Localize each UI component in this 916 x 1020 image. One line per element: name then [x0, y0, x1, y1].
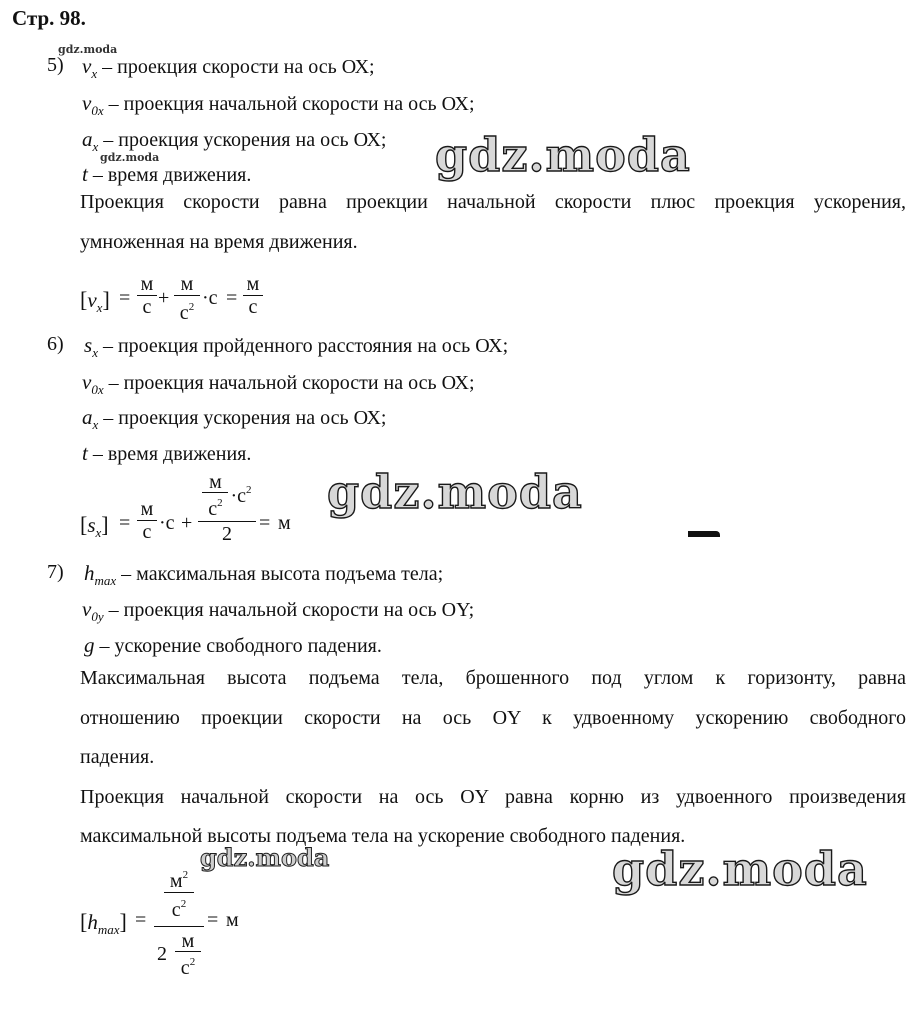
watermark-large-2: gdz.moda — [327, 465, 583, 519]
paragraph: падения. — [80, 746, 155, 768]
fraction: м с — [137, 498, 157, 543]
watermark-small-top: gdz.moda — [58, 43, 118, 56]
variable: a — [82, 405, 93, 429]
formula-term: ·с — [159, 512, 175, 534]
definition-text: – проекция ускорения на ось ОХ; — [103, 407, 387, 429]
fraction: м $с^2$ — [174, 273, 200, 324]
item-number: 7) — [47, 561, 64, 583]
paragraph: Проекция скорости равна проекции начальной скорости плюс проекция ускорения, — [80, 191, 906, 213]
fraction: м с — [137, 273, 157, 318]
definition-text: – проекция ускорения на ось ОХ; — [103, 129, 387, 151]
compound-fraction: м $с^2$ $\cdot с^2$ 2 — [198, 472, 256, 546]
definition-line — [82, 441, 251, 466]
item-number: 6) — [47, 333, 64, 355]
variable: v — [82, 54, 92, 78]
formula-lhs: $[s_x]$ — [80, 512, 109, 540]
equals-sign: = — [207, 909, 219, 931]
definition-line — [84, 633, 382, 658]
definition-text: – проекция пройденного расстояния на ось ОХ; — [102, 335, 509, 357]
definition-line — [82, 405, 386, 433]
definition-text: – проекция начальной скорости на ось ОХ; — [108, 372, 475, 394]
formula-lhs: $[h_{max}]$ — [80, 909, 127, 937]
equals-sign: = — [119, 287, 131, 309]
paragraph: Максимальная высота подъема тела, брошенного под углом к горизонту, равна — [80, 667, 906, 689]
equals-sign: = — [135, 909, 147, 931]
variable: t — [82, 441, 88, 465]
definition-text: – проекция начальной скорости на ось ОY; — [108, 599, 475, 621]
variable: t — [82, 162, 88, 186]
variable-subscript: x — [92, 345, 98, 360]
definition-line — [82, 54, 375, 82]
definition-line — [82, 370, 475, 398]
variable-subscript: 0y — [91, 609, 104, 624]
variable: v — [82, 370, 92, 394]
definition-line — [84, 333, 508, 361]
paragraph: Проекция начальной скорости на ось ОY равна корню из удвоенного произведения — [80, 786, 906, 808]
definition-text: – проекция скорости на ось ОХ; — [102, 56, 375, 78]
fraction: м с — [243, 273, 263, 318]
definition-text: – максимальная высота подъема тела; — [121, 563, 444, 585]
definition-line — [82, 597, 474, 625]
equals-sign: = — [259, 512, 271, 534]
watermark-large-1: gdz.moda — [435, 128, 691, 182]
variable-subscript: max — [94, 573, 117, 588]
paragraph: умноженная на время движения. — [80, 231, 358, 253]
variable-subscript: x — [92, 139, 99, 154]
definition-line — [82, 91, 475, 119]
definition-line — [84, 561, 443, 589]
variable: a — [82, 127, 93, 151]
variable: h — [84, 561, 95, 585]
definition-line — [82, 127, 386, 155]
variable: v — [82, 597, 92, 621]
variable-subscript: 0x — [91, 103, 104, 118]
formula-result: м — [226, 909, 239, 931]
plus-sign: + — [181, 512, 193, 534]
watermark-medium: gdz.moda — [200, 843, 330, 872]
compound-fraction: $м^2$ $с^2$ 2 м $с^2$ — [154, 864, 204, 978]
variable-subscript: 0x — [91, 382, 104, 397]
variable-subscript: x — [91, 66, 98, 81]
watermark-large-3: gdz.moda — [612, 842, 868, 896]
definition-line — [82, 162, 251, 187]
variable-subscript: x — [92, 417, 99, 432]
variable: s — [84, 333, 93, 357]
variable: v — [82, 91, 92, 115]
definition-text: – время движения. — [92, 443, 252, 465]
watermark-small-mid: gdz.moda — [100, 151, 160, 164]
item-number: 5) — [47, 54, 64, 76]
paragraph: отношению проекции скорости на ось ОY к удвоенному ускорению свободного — [80, 707, 906, 729]
definition-text: – проекция начальной скорости на ось ОХ; — [108, 93, 475, 115]
page-title: Стр. 98. — [12, 6, 86, 30]
formula-result: м — [278, 512, 291, 534]
scan-mark — [688, 531, 720, 537]
equals-sign: = — [119, 512, 131, 534]
formula-term: ·с — [202, 287, 218, 309]
formula-lhs: $[v_x]$ — [80, 287, 110, 315]
variable: g — [84, 633, 95, 657]
plus-sign: + — [158, 287, 170, 309]
definition-text: – время движения. — [92, 164, 252, 186]
equals-sign: = — [226, 287, 238, 309]
definition-text: – ускорение свободного падения. — [99, 635, 382, 657]
paragraph: максимальной высоты подъема тела на ускорение свободного падения. — [80, 825, 686, 847]
